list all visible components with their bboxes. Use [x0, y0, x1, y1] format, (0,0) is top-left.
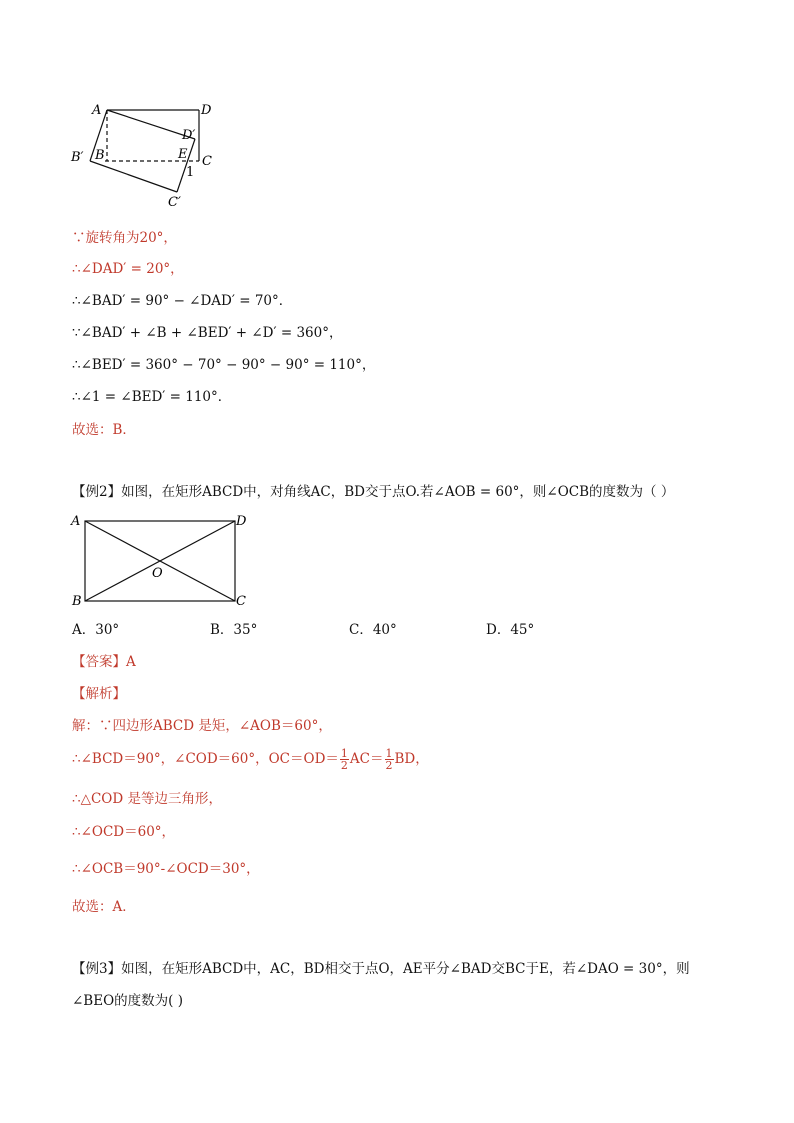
label-a: A — [92, 103, 102, 118]
label-d: D — [236, 514, 247, 529]
sol1-line-6: ∴∠1 = ∠BED′ = 110°． — [72, 389, 232, 405]
label-d-prime: D′ — [182, 128, 196, 143]
label-d: D — [201, 103, 212, 118]
label-b: B — [95, 148, 105, 163]
example-2-question: 【例2】如图，在矩形ABCD中，对角线AC，BD交于点O.若∠AOB = 60°，则∠OCB的度数为（ ） — [72, 484, 675, 500]
sol2-line-4: ∴∠OCD＝60°， — [72, 824, 176, 840]
sol1-line-1: ∵旋转角为20°， — [72, 230, 177, 246]
option-b: B．35° — [210, 622, 258, 638]
label-b: B — [72, 594, 82, 609]
example-3-question-line-2: ∠BEO的度数为( ) — [72, 993, 183, 1009]
sol2-line-6: 故选：A． — [72, 899, 136, 915]
sol1-line-7: 故选：B． — [72, 422, 136, 438]
option-c: C．40° — [349, 622, 397, 638]
label-c: C — [202, 154, 212, 169]
fraction-denominator: 2 — [385, 759, 393, 772]
sol1-line-5: ∴∠BED′ = 360° − 70° − 90° − 90° = 110°， — [72, 357, 376, 373]
example-3-question-line-1: 【例3】如图，在矩形ABCD中，AC，BD相交于点O，AE平分∠BAD交BC于E，若∠DAO = 30°，则 — [72, 961, 690, 977]
label-e: E — [178, 147, 188, 162]
fraction-denominator: 2 — [340, 759, 348, 772]
label-a: A — [71, 514, 81, 529]
sol2-line-1: 解：∵四边形ABCD 是矩，∠AOB＝60°， — [72, 718, 332, 734]
fraction-numerator: 1 — [385, 747, 393, 760]
answer-tag: 【答案】A — [72, 654, 136, 670]
label-o: O — [152, 566, 163, 581]
sol2-line-2 — [72, 748, 429, 771]
fraction-half-2 — [385, 748, 394, 771]
label-c-prime: C′ — [168, 195, 181, 210]
label-b-prime: B′ — [71, 150, 84, 165]
fraction-numerator: 1 — [340, 747, 348, 760]
rotation-figure — [60, 95, 230, 215]
fraction-half-1 — [340, 748, 349, 771]
option-d: D．45° — [486, 622, 535, 638]
option-a: A．30° — [72, 622, 120, 638]
analysis-tag: 【解析】 — [72, 686, 126, 702]
sol2-line-3: ∴△COD 是等边三角形， — [72, 791, 222, 807]
rectangle-diagonals-figure — [68, 510, 258, 615]
label-c: C — [236, 594, 246, 609]
sol2-line-2-mid: AC＝ — [349, 751, 384, 767]
edge-b-prime-c-prime — [90, 161, 177, 192]
sol2-line-2-pre: ∴∠BCD＝90°，∠COD＝60°，OC＝OD＝ — [72, 751, 339, 767]
sol2-line-5: ∴∠OCB＝90°-∠OCD＝30°， — [72, 861, 260, 877]
sol1-line-2: ∴∠DAD′ = 20°， — [72, 261, 184, 277]
label-angle-1: 1 — [186, 165, 195, 180]
sol1-line-4: ∵∠BAD′ + ∠B + ∠BED′ + ∠D′ = 360°， — [72, 325, 343, 341]
sol1-line-3: ∴∠BAD′ = 90° − ∠DAD′ = 70°． — [72, 293, 293, 309]
sol2-line-2-post: BD， — [394, 751, 429, 767]
